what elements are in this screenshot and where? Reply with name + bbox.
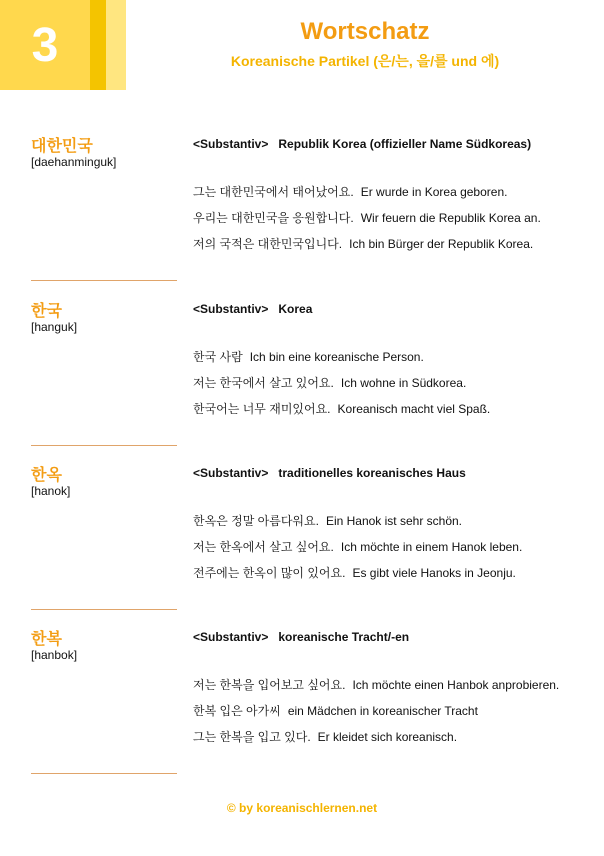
entry-definition (193, 137, 531, 151)
example-german: Ich möchte in einem Hanok leben. (340, 540, 523, 554)
footer-copyright: © by koreanischlernen.net (226, 801, 378, 815)
example-korean: 그는 한복을 입고 있다. (193, 730, 311, 744)
example-german: Ich bin Bürger der Republik Korea. (349, 237, 534, 251)
entry-divider (31, 445, 177, 446)
entry-romanization: [hanok] (31, 484, 71, 498)
example-sentence (193, 676, 559, 693)
example-sentence (193, 209, 541, 226)
example-korean: 저는 한국에서 살고 있어요. (193, 376, 334, 390)
example-sentence (193, 728, 457, 745)
example-german: Er wurde in Korea geboren. (360, 185, 508, 199)
chapter-number: 3 (31, 18, 59, 72)
example-korean: 한옥은 정말 아름다워요. (193, 514, 319, 528)
part-of-speech: <Substantiv> (193, 137, 269, 151)
example-german: Wir feuern die Republik Korea an. (360, 211, 541, 225)
entry-word: 한복 (31, 631, 62, 648)
example-korean: 저의 국적은 대한민국입니다. (193, 237, 343, 251)
entry-word: 한국 (31, 303, 62, 320)
page-header (0, 0, 604, 90)
example-sentence (193, 702, 478, 719)
entry-romanization: [hanguk] (31, 320, 78, 334)
entry-divider (31, 609, 177, 610)
entry-word: 한옥 (31, 467, 62, 484)
entry-word: 대한민국 (31, 138, 93, 155)
example-sentence (193, 538, 522, 555)
example-german: Es gibt viele Hanoks in Jeonju. (352, 566, 516, 580)
example-sentence (193, 564, 516, 581)
example-korean: 한복 입은 아가씨 (193, 704, 281, 718)
entry-definition (193, 630, 409, 644)
example-german: Koreanisch macht viel Spaß. (337, 402, 491, 416)
entry-meaning: Korea (278, 302, 313, 316)
example-sentence (193, 348, 424, 365)
vocab-entry (0, 462, 604, 627)
entry-divider (31, 280, 177, 281)
header-band-dark (90, 0, 106, 90)
example-german: Er kleidet sich koreanisch. (317, 730, 458, 744)
example-german: ein Mädchen in koreanischer Tracht (287, 704, 478, 718)
example-german: Ich möchte einen Hanbok anprobieren. (352, 678, 560, 692)
example-sentence (193, 512, 462, 529)
part-of-speech: <Substantiv> (193, 302, 269, 316)
entry-meaning: traditionelles koreanisches Haus (278, 466, 466, 480)
vocab-entry (0, 133, 604, 298)
example-korean: 그는 대한민국에서 태어났어요. (193, 185, 354, 199)
example-korean: 저는 한옥에서 살고 싶어요. (193, 540, 334, 554)
page-subtitle: Koreanische Partikel (은/는, 을/를 und 에) (230, 53, 500, 69)
entry-meaning: Republik Korea (offizieller Name Südkoreas) (278, 137, 532, 151)
example-korean: 저는 한복을 입어보고 싶어요. (193, 678, 346, 692)
part-of-speech: <Substantiv> (193, 630, 269, 644)
example-sentence (193, 183, 507, 200)
example-sentence (193, 235, 533, 252)
example-sentence (193, 374, 466, 391)
part-of-speech: <Substantiv> (193, 466, 269, 480)
example-german: Ich bin eine koreanische Person. (249, 350, 424, 364)
example-korean: 우리는 대한민국을 응원합니다. (193, 211, 354, 225)
entry-meaning: koreanische Tracht/-en (278, 630, 410, 644)
example-sentence (193, 400, 490, 417)
entry-romanization: [daehanminguk] (31, 155, 117, 169)
header-band-pale (106, 0, 126, 90)
example-korean: 전주에는 한옥이 많이 있어요. (193, 566, 346, 580)
vocab-entry (0, 298, 604, 463)
entry-definition (193, 466, 466, 480)
entry-romanization: [hanbok] (31, 648, 78, 662)
vocab-entry (0, 626, 604, 791)
example-german: Ein Hanok ist sehr schön. (325, 514, 463, 528)
entry-definition (193, 302, 312, 316)
example-korean: 한국 사람 (193, 350, 243, 364)
example-korean: 한국어는 너무 재미있어요. (193, 402, 331, 416)
example-german: Ich wohne in Südkorea. (340, 376, 467, 390)
page-title: Wortschatz (300, 18, 430, 45)
entry-divider (31, 773, 177, 774)
